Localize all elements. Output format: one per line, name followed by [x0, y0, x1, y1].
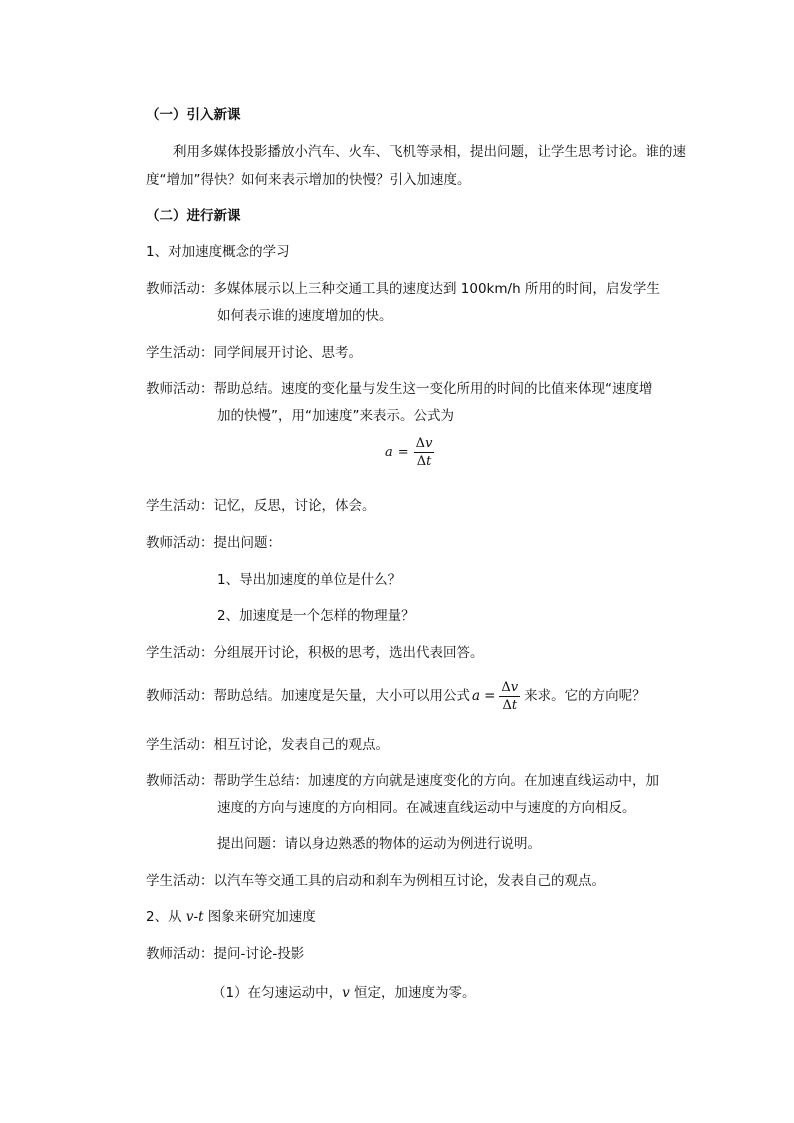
formula-den-var: t [426, 454, 432, 469]
student-activity-5-text: 以汽车等交通工具的启动和刹车为例相互讨论，发表自己的观点。 [213, 873, 605, 889]
teacher-activity-6 [146, 945, 304, 963]
teacher-activity-5 [146, 772, 659, 790]
teacher-activity-4-text-before: 帮助总结。加速度是矢量，大小可以用公式 [213, 688, 470, 704]
topic-2-suffix: 图象来研究加速度 [203, 909, 316, 925]
student-activity-1-text: 同学间展开讨论、思考。 [213, 345, 362, 361]
question-1: 1、导出加速度的单位是什么？ [217, 572, 402, 588]
teacher-activity-4-text-after: 来求。它的方向呢？ [524, 688, 646, 704]
section-heading-intro: （一）引入新课 [146, 107, 241, 123]
intro-paragraph-line-1: 利用多媒体投影播放小汽车、火车、飞机等录相，提出问题，让学生思考讨论。谁的速 [173, 144, 686, 160]
topic-2-title [146, 908, 316, 926]
teacher-activity-5-text: 帮助学生总结：加速度的方向就是速度变化的方向。在加速直线运动中，加 [213, 773, 659, 789]
teacher-label: 教师活动： [146, 535, 214, 551]
teacher-activity-3-text: 提出问题： [213, 535, 281, 551]
student-activity-1 [146, 344, 362, 362]
student-label: 学生活动： [146, 737, 214, 753]
topic-2-item-1 [212, 984, 476, 1002]
teacher-activity-6-text: 提问-讨论-投影 [213, 946, 305, 962]
formula-num-var: v [425, 436, 433, 451]
teacher-activity-5-question: 提出问题：请以身边熟悉的物体的运动为例进行说明。 [217, 836, 541, 852]
teacher-label: 教师活动： [146, 381, 214, 397]
topic-2-prefix: 2、从 [146, 909, 186, 925]
intro-paragraph-line-2: 度“增加”得快？如何来表示增加的快慢？引入加速度。 [146, 172, 471, 188]
teacher-activity-4 [146, 676, 646, 716]
item-1-suffix: 恒定，加速度为零。 [349, 985, 476, 1001]
topic-2-var: v-t [185, 909, 204, 925]
formula-fraction [414, 436, 435, 469]
inline-num-var: v [510, 679, 519, 695]
teacher-label: 教师活动： [146, 688, 214, 704]
item-1-var: v [342, 985, 350, 1001]
formula-den-delta: Δ [416, 454, 427, 469]
teacher-activity-2 [146, 380, 653, 398]
teacher-label: 教师活动： [146, 773, 214, 789]
formula-num-delta: Δ [415, 436, 426, 451]
inline-formula-fraction [499, 680, 520, 713]
teacher-activity-1-cont: 如何表示谁的速度增加的快。 [217, 308, 393, 324]
teacher-activity-5-cont: 速度的方向与速度的方向相同。在减速直线运动中与速度的方向相反。 [217, 800, 636, 816]
item-1-prefix: （1）在匀速运动中， [212, 985, 343, 1001]
inline-formula-equals: = [484, 688, 496, 704]
teacher-activity-2-text: 帮助总结。速度的变化量与发生这一变化所用的时间的比值来体现“速度增 [213, 381, 653, 397]
student-activity-3-text: 分组展开讨论，积极的思考，选出代表回答。 [213, 645, 484, 661]
formula-lhs: a [385, 445, 393, 460]
student-label: 学生活动： [146, 498, 214, 514]
formula-equals: = [397, 445, 409, 460]
student-activity-4-text: 相互讨论，发表自己的观点。 [213, 737, 389, 753]
question-2: 2、加速度是一个怎样的物理量？ [217, 608, 415, 624]
teacher-activity-2-cont: 加的快慢”，用“加速度”来表示。公式为 [217, 408, 454, 424]
inline-den-var: t [511, 697, 518, 713]
student-label: 学生活动： [146, 345, 214, 361]
student-activity-2-text: 记忆，反思，讨论，体会。 [213, 498, 376, 514]
inline-den-delta: Δ [502, 697, 512, 713]
inline-num-delta: Δ [501, 679, 511, 695]
topic-1-title: 1、对加速度概念的学习 [146, 244, 290, 260]
teacher-activity-3 [146, 534, 281, 552]
teacher-activity-1-text: 多媒体展示以上三种交通工具的速度达到 100km/h 所用的时间，启发学生 [213, 281, 660, 297]
teacher-activity-1 [146, 280, 660, 298]
student-activity-2 [146, 497, 376, 515]
student-activity-4 [146, 736, 389, 754]
student-activity-3 [146, 644, 484, 662]
student-label: 学生活动： [146, 645, 214, 661]
section-heading-new-lesson: （二）进行新课 [146, 208, 241, 224]
student-label: 学生活动： [146, 873, 214, 889]
inline-formula-lhs: a [472, 688, 481, 704]
student-activity-5 [146, 872, 605, 890]
teacher-label: 教师活动： [146, 281, 214, 297]
teacher-label: 教师活动： [146, 946, 214, 962]
acceleration-formula [385, 436, 434, 469]
